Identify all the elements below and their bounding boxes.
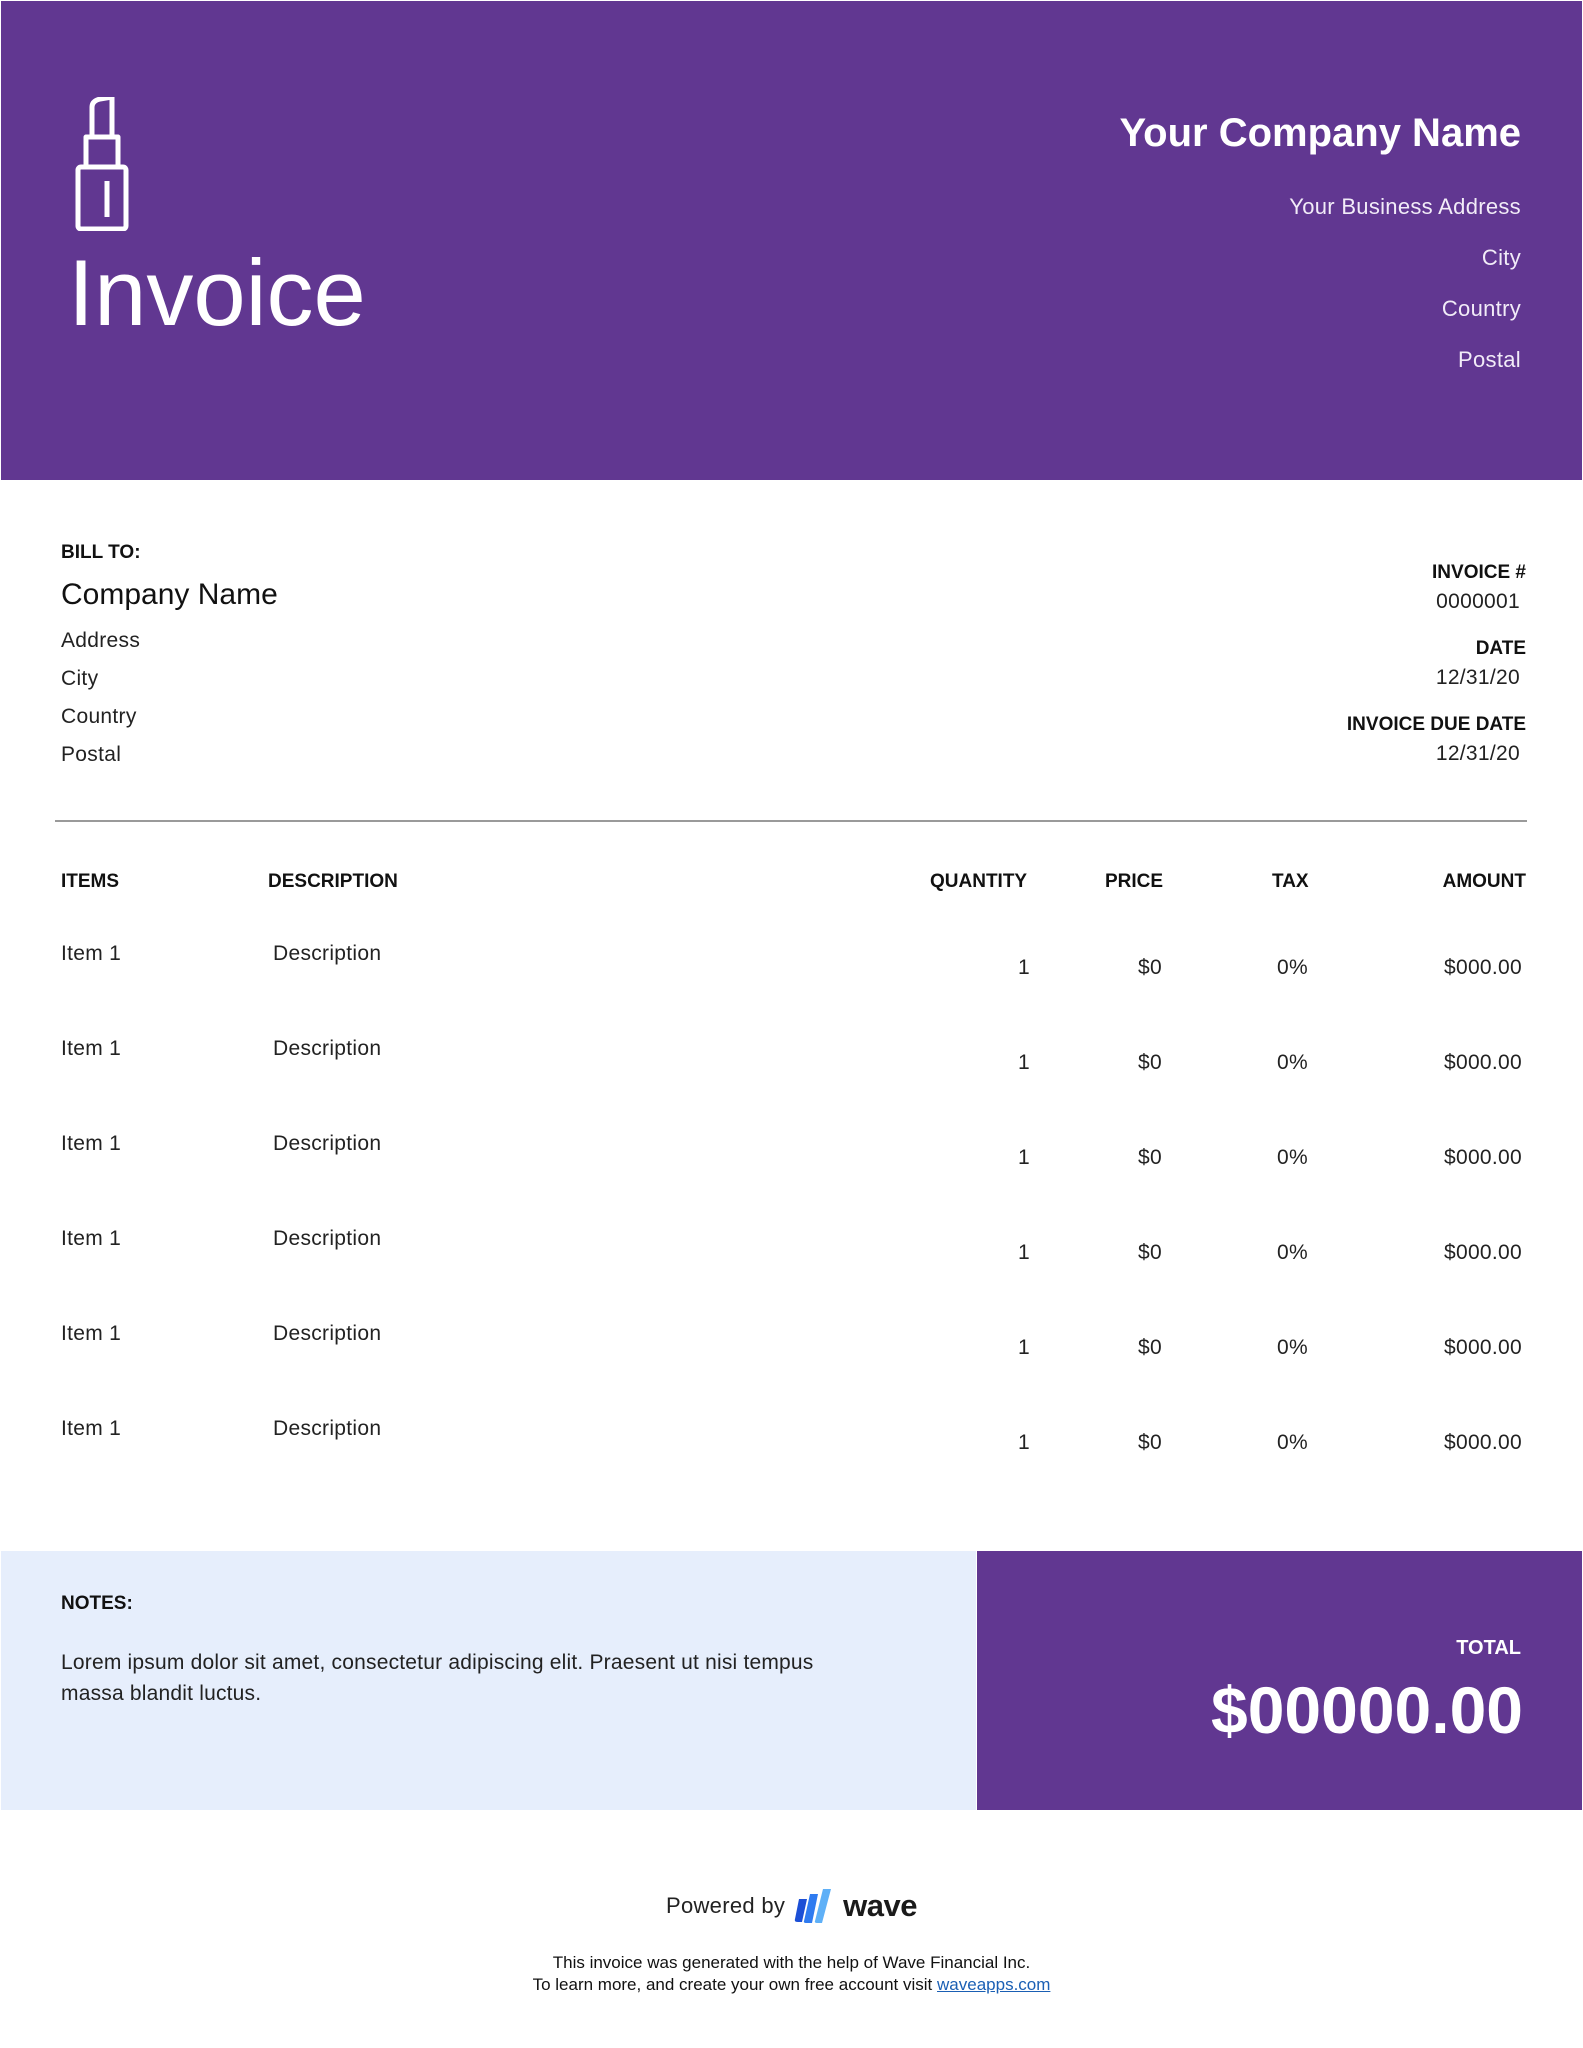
col-header-quantity: QUANTITY (930, 871, 1028, 892)
invoice-date: 12/31/20 (1435, 666, 1520, 689)
powered-by (0, 1888, 1583, 1924)
total-value: $00000.00 (1211, 1673, 1523, 1747)
table-row (0, 1132, 1583, 1227)
col-header-price: PRICE (1105, 871, 1164, 892)
document-title: Invoice (68, 240, 366, 345)
row-item: Item 1 (61, 942, 122, 965)
invoice-meta (1347, 562, 1526, 790)
row-item: Item 1 (61, 1037, 122, 1060)
footer-line-2 (0, 1974, 1583, 1996)
row-tax: 0% (1277, 956, 1308, 979)
notes-panel (1, 1551, 976, 1810)
col-header-amount: AMOUNT (1442, 871, 1526, 892)
row-tax: 0% (1277, 1241, 1308, 1264)
total-label: TOTAL (1456, 1637, 1521, 1659)
table-row (0, 942, 1583, 1037)
footer-info (0, 1952, 1583, 1996)
table-row (0, 1417, 1583, 1512)
row-description: Description (273, 1322, 382, 1345)
row-item: Item 1 (61, 1132, 122, 1155)
row-amount: $000.00 (1443, 1241, 1522, 1264)
row-tax: 0% (1277, 1431, 1308, 1454)
col-header-description: DESCRIPTION (268, 871, 398, 892)
row-quantity: 1 (1018, 1336, 1030, 1359)
row-description: Description (273, 1037, 382, 1060)
wave-logo-icon (793, 1889, 835, 1923)
bill-to-section (61, 542, 278, 774)
company-info (1119, 109, 1521, 385)
row-quantity: 1 (1018, 1431, 1030, 1454)
bill-to-country: Country (61, 705, 137, 728)
col-header-tax: TAX (1272, 871, 1309, 892)
invoice-number-label: INVOICE # (1432, 562, 1526, 583)
powered-by-text: Powered by (665, 1893, 786, 1918)
notes-label: NOTES: (61, 1593, 133, 1614)
row-quantity: 1 (1018, 1051, 1030, 1074)
company-name: Your Company Name (1119, 111, 1521, 155)
due-date: 12/31/20 (1435, 742, 1520, 765)
row-price: $0 (1138, 1051, 1162, 1074)
row-amount: $000.00 (1443, 1336, 1522, 1359)
row-tax: 0% (1277, 1336, 1308, 1359)
bill-to-label: BILL TO: (61, 542, 141, 563)
row-item: Item 1 (61, 1227, 122, 1250)
table-row (0, 1037, 1583, 1132)
row-price: $0 (1138, 1241, 1162, 1264)
company-address: Your Business Address (1289, 194, 1521, 219)
date-label: DATE (1475, 638, 1526, 659)
footer-line-2-text: To learn more, and create your own free account visit (532, 1975, 938, 1994)
row-description: Description (273, 1417, 382, 1440)
notes-text: Lorem ipsum dolor sit amet, consectetur adipiscing elit. Praesent ut nisi tempus massa blandit luctus. (61, 1651, 814, 1705)
row-price: $0 (1138, 1146, 1162, 1169)
row-amount: $000.00 (1443, 1051, 1522, 1074)
row-quantity: 1 (1018, 956, 1030, 979)
row-tax: 0% (1277, 1146, 1308, 1169)
waveapps-link[interactable]: waveapps.com (937, 1975, 1051, 1994)
company-city: City (1481, 245, 1521, 270)
row-quantity: 1 (1018, 1146, 1030, 1169)
bill-to-address: Address (61, 629, 141, 652)
col-header-items: ITEMS (61, 871, 120, 892)
due-date-label: INVOICE DUE DATE (1346, 714, 1526, 735)
row-amount: $000.00 (1443, 956, 1522, 979)
bill-to-company: Company Name (61, 578, 278, 611)
table-row (0, 1322, 1583, 1417)
row-price: $0 (1138, 956, 1162, 979)
invoice-number: 0000001 (1436, 590, 1520, 613)
company-postal: Postal (1458, 347, 1521, 372)
invoice-header (1, 1, 1582, 480)
footer-line-1: This invoice was generated with the help of Wave Financial Inc. (552, 1953, 1031, 1972)
table-row (0, 1227, 1583, 1322)
row-item: Item 1 (61, 1322, 122, 1345)
row-quantity: 1 (1018, 1241, 1030, 1264)
total-panel (977, 1551, 1582, 1810)
wave-brand: wave (843, 1888, 918, 1923)
row-description: Description (273, 942, 382, 965)
bill-to-postal: Postal (61, 743, 122, 766)
section-divider (55, 820, 1527, 822)
row-tax: 0% (1277, 1051, 1308, 1074)
row-item: Item 1 (61, 1417, 122, 1440)
row-amount: $000.00 (1443, 1431, 1522, 1454)
row-description: Description (273, 1227, 382, 1250)
company-country: Country (1441, 296, 1521, 321)
row-amount: $000.00 (1443, 1146, 1522, 1169)
bill-to-city: City (61, 667, 99, 690)
lipstick-icon (74, 97, 130, 231)
row-price: $0 (1138, 1431, 1162, 1454)
row-price: $0 (1138, 1336, 1162, 1359)
row-description: Description (273, 1132, 382, 1155)
